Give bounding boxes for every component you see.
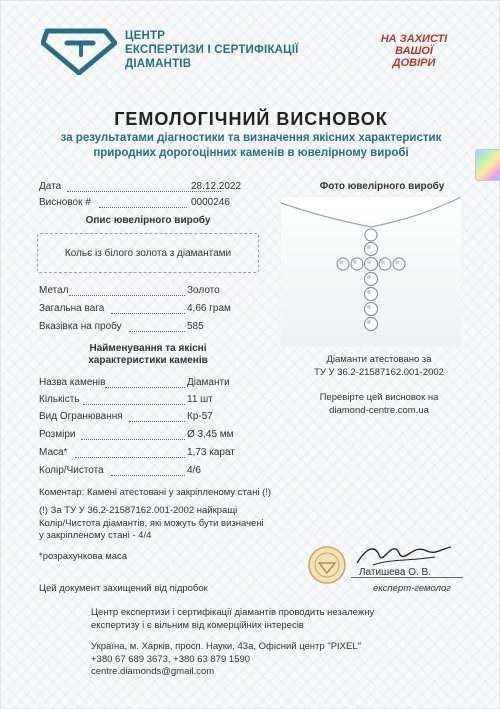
date-row (39, 181, 261, 192)
footnote-text: *розрахункова маса (39, 551, 128, 562)
org-line-2: ЕКСПЕРТИЗИ І СЕРТИФІКАЦІЇ (125, 44, 299, 56)
subtitle-line-2: природних дорогоцінних каменів в ювелірному виробі (93, 147, 409, 159)
stone-row-size (39, 429, 234, 440)
stone-row-count (39, 394, 213, 405)
photo-title: Фото ювелірного виробу (319, 181, 445, 192)
comment-text: Коментар: Камені атестовані у закріпленому стані (!) (39, 487, 272, 498)
number-value: 0000246 (191, 197, 230, 208)
subtitle-line-1: за результатами діагностики та визначення якісних характеристик (60, 132, 442, 144)
stone-row-color (39, 465, 201, 476)
metal-label: Метал (39, 285, 69, 296)
description-text: Кольє із білого золота з діамантами (64, 247, 232, 259)
signature-icon (349, 541, 459, 569)
org-line-1: ЦЕНТР (125, 30, 166, 42)
weight-value: 4,66 грам (187, 303, 231, 314)
slogan-line-1: НА ЗАХИСТІ (380, 33, 448, 45)
hallmark-value: 585 (187, 321, 204, 332)
stone-cut-label: Вид Огранювання (39, 411, 123, 422)
verify-text (279, 391, 479, 417)
document-subtitle (21, 131, 481, 161)
stone-row-cut (39, 411, 213, 422)
verify-link[interactable]: diamond-centre.com.ua (329, 405, 429, 416)
contact-email[interactable]: centre.diamonds@gmail.com (91, 666, 215, 677)
date-label: Дата (39, 181, 62, 192)
stone-size-value: Ø 3,45 мм (187, 429, 234, 440)
organization-name (125, 29, 299, 71)
rights-text (91, 607, 374, 632)
stone-name-value: Діаманти (187, 377, 230, 388)
attestation-text (279, 353, 479, 379)
attest-line-2: ТУ У 36.2-21587162.001-2002 (314, 367, 444, 378)
hallmark-label: Вказівка на пробу (39, 321, 122, 332)
stone-row-mass (39, 447, 235, 458)
description-box (37, 233, 259, 273)
stone-cut-value: Кр-57 (187, 411, 213, 422)
slogan-badge (371, 33, 457, 69)
hologram-sticker (475, 149, 500, 181)
number-label: Висновок # (39, 197, 91, 208)
slogan-line-3: ДОВІРИ (392, 57, 436, 69)
description-header: Опис ювелірного виробу (85, 215, 211, 226)
contact-block (91, 641, 361, 679)
stone-color-value: 4/6 (187, 465, 201, 476)
note-line-1: (!) За ТУ У 36.2-21587162.001-2002 найкращі (39, 505, 238, 516)
stone-row-name (39, 377, 230, 388)
date-value: 28.12.2022 (191, 181, 242, 192)
stone-name-label: Назва каменів (39, 377, 106, 388)
org-line-3: ДІАМАНТІВ (125, 58, 192, 70)
stone-size-label: Розміри (39, 429, 76, 440)
diamond-logo-icon (41, 25, 117, 75)
rights-line-2: експертизу і є вільним від комерційних інтересів (91, 619, 304, 631)
seal-stamp-icon (307, 545, 347, 585)
note-line-3: у закріпленому стані - 4/4 (39, 530, 152, 541)
stone-mass-value: 1,73 карат (187, 447, 235, 458)
contact-phones: +380 67 689 3673, +380 63 879 1590 (91, 653, 251, 665)
weight-label: Загальна вага (39, 303, 105, 314)
note-text (39, 505, 264, 543)
item-row-hallmark (39, 321, 204, 332)
stones-header (37, 343, 259, 367)
metal-value: Золото (187, 285, 220, 296)
stones-header-line-2: характеристики каменів (88, 355, 208, 366)
stone-count-value: 11 шт (187, 394, 213, 405)
slogan-line-2: ВАШОЇ (395, 45, 433, 57)
note-line-2: Колір/Чистота діамантів, які можуть бути визначені (39, 517, 264, 529)
item-row-weight (39, 303, 231, 314)
stone-count-label: Кількість (39, 394, 80, 405)
stones-header-line-1: Найменування та якісні (89, 343, 207, 354)
attest-line-1: Діаманти атестовано за (326, 354, 432, 365)
signer-name: Латишева О. В. (359, 567, 431, 578)
item-row-metal (39, 285, 220, 296)
document-title: ГЕМОЛОГІЧНИЙ ВИСНОВОК (114, 109, 388, 129)
verify-line-1: Перевірте цей висновок на (319, 392, 439, 403)
contact-address: Україна, м. Харків, просп. Науки, 43а, Офісний центр "PIXEL" (91, 641, 362, 652)
rights-line-1: Центр експертизи і сертифікації діамантів проводить незалежну (91, 607, 375, 618)
stone-mass-label: Маса* (39, 447, 68, 458)
stone-color-label: Колір/Чистота (39, 465, 104, 476)
number-row (39, 197, 261, 208)
cross-pendant-photo (281, 197, 461, 347)
signer-role: експерт-гемолог (373, 583, 451, 594)
anti-forgery-text: Цей документ захищений від підробок (39, 583, 208, 594)
